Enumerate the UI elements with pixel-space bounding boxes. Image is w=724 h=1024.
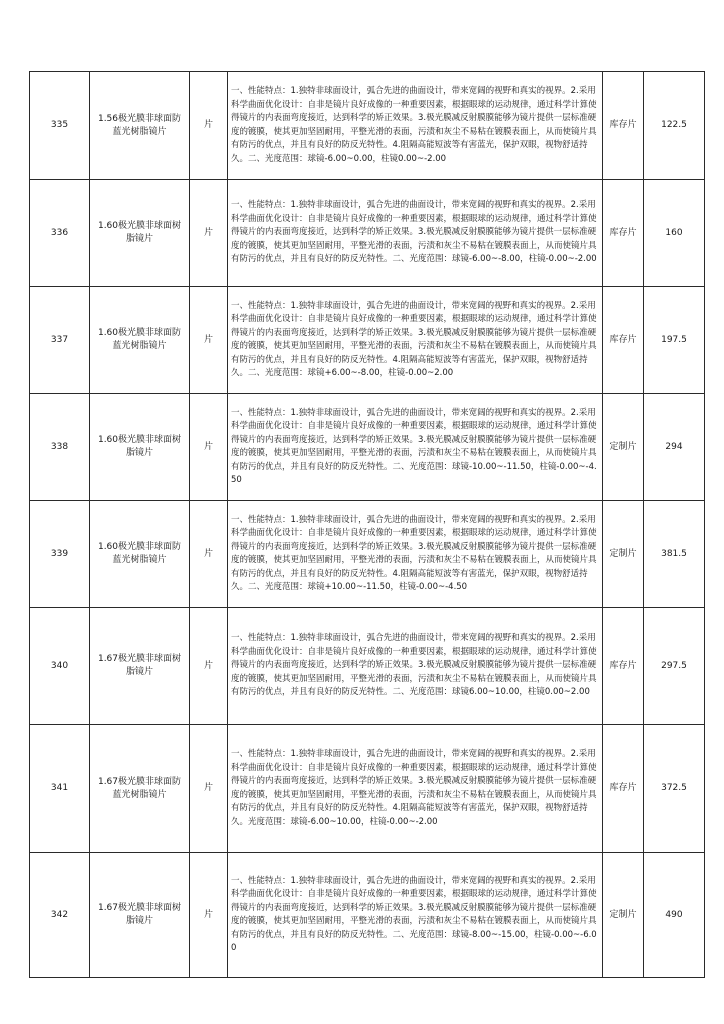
table-row	[30, 853, 705, 978]
stock-status: 库存片	[603, 72, 644, 180]
unit-price: 490	[644, 853, 705, 978]
product-description: 一、性能特点：1.独特非球面设计，弧合先进的曲面设计，带来宽阔的视野和真实的视界。2.采用科学曲面优化设计：自非是镜片良好成像的一种重要因素，根据眼球的运动规律，通过科学计算使得镜片的内表面弯度接近，达到科学的矫正效果。3.极光膜减反射膜膜能够为镜片提供一层标准硬度的镀膜，使其更加坚固耐用，平整光滑的表面，污渍和灰尘不易粘在镀膜表面上，从而使镜片具有防污的优点，并且有良好的防反光特性。二、光度范围：球镜6.00~10.00，柱镜0.00~2.00	[228, 608, 603, 725]
table-row	[30, 725, 705, 853]
table-row	[30, 608, 705, 725]
unit: 片	[190, 394, 228, 501]
row-number: 340	[30, 608, 90, 725]
lens-price-table	[29, 71, 705, 978]
row-number: 337	[30, 287, 90, 394]
product-description: 一、性能特点：1.独特非球面设计，弧合先进的曲面设计，带来宽阔的视野和真实的视界。2.采用科学曲面优化设计：自非是镜片良好成像的一种重要因素，根据眼球的运动规律，通过科学计算使得镜片的内表面弯度接近，达到科学的矫正效果。3.极光膜减反射膜膜能够为镜片提供一层标准硬度的镀膜，使其更加坚固耐用，平整光滑的表面，污渍和灰尘不易粘在镀膜表面上，从而使镜片具有防污的优点，并且有良好的防反光特性。二、光度范围：球镜-8.00~-15.00，柱镜-0.00~-6.00	[228, 853, 603, 978]
unit-price: 122.5	[644, 72, 705, 180]
table-row	[30, 72, 705, 180]
stock-status: 库存片	[603, 180, 644, 287]
unit-price: 372.5	[644, 725, 705, 853]
unit: 片	[190, 180, 228, 287]
unit-price: 160	[644, 180, 705, 287]
unit: 片	[190, 608, 228, 725]
product-description: 一、性能特点：1.独特非球面设计，弧合先进的曲面设计，带来宽阔的视野和真实的视界。2.采用科学曲面优化设计：自非是镜片良好成像的一种重要因素，根据眼球的运动规律，通过科学计算使得镜片的内表面弯度接近，达到科学的矫正效果。3.极光膜减反射膜膜能够为镜片提供一层标准硬度的镀膜，使其更加坚固耐用，平整光滑的表面，污渍和灰尘不易粘在镀膜表面上，从而使镜片具有防污的优点，并且有良好的防反光特性。4.阻隔高能短波等有害蓝光，保护双眼，视物舒适持久。光度范围：球镜-6.00~10.00，柱镜-0.00~-2.00	[228, 725, 603, 853]
unit-price: 297.5	[644, 608, 705, 725]
table-row	[30, 394, 705, 501]
row-number: 335	[30, 72, 90, 180]
product-name: 1.60极光膜非球面树脂镜片	[90, 394, 190, 501]
product-name: 1.60极光膜非球面防蓝光树脂镜片	[90, 501, 190, 608]
product-name: 1.67极光膜非球面防蓝光树脂镜片	[90, 725, 190, 853]
product-name: 1.67极光膜非球面树脂镜片	[90, 853, 190, 978]
product-name: 1.60极光膜非球面树脂镜片	[90, 180, 190, 287]
unit: 片	[190, 287, 228, 394]
unit: 片	[190, 725, 228, 853]
unit-price: 294	[644, 394, 705, 501]
row-number: 342	[30, 853, 90, 978]
stock-status: 定制片	[603, 501, 644, 608]
unit-price: 381.5	[644, 501, 705, 608]
table-row	[30, 287, 705, 394]
product-description: 一、性能特点：1.独特非球面设计，弧合先进的曲面设计，带来宽阔的视野和真实的视界。2.采用科学曲面优化设计：自非是镜片良好成像的一种重要因素，根据眼球的运动规律，通过科学计算使得镜片的内表面弯度接近，达到科学的矫正效果。3.极光膜减反射膜膜能够为镜片提供一层标准硬度的镀膜，使其更加坚固耐用，平整光滑的表面，污渍和灰尘不易粘在镀膜表面上，从而使镜片具有防污的优点，并且有良好的防反光特性。4.阻隔高能短波等有害蓝光，保护双眼，视物舒适持久。二、光度范围：球镜+6.00~-8.00，柱镜-0.00~2.00	[228, 287, 603, 394]
stock-status: 库存片	[603, 608, 644, 725]
product-description: 一、性能特点：1.独特非球面设计，弧合先进的曲面设计，带来宽阔的视野和真实的视界。2.采用科学曲面优化设计：自非是镜片良好成像的一种重要因素，根据眼球的运动规律，通过科学计算使得镜片的内表面弯度接近，达到科学的矫正效果。3.极光膜减反射膜膜能够为镜片提供一层标准硬度的镀膜，使其更加坚固耐用，平整光滑的表面，污渍和灰尘不易粘在镀膜表面上，从而使镜片具有防污的优点，并且有良好的防反光特性。二、光度范围：球镜-10.00~-11.50，柱镜-0.00~-4.50	[228, 394, 603, 501]
unit: 片	[190, 501, 228, 608]
table-row	[30, 501, 705, 608]
unit: 片	[190, 853, 228, 978]
stock-status: 库存片	[603, 287, 644, 394]
product-description: 一、性能特点：1.独特非球面设计，弧合先进的曲面设计，带来宽阔的视野和真实的视界。2.采用科学曲面优化设计：自非是镜片良好成像的一种重要因素，根据眼球的运动规律，通过科学计算使得镜片的内表面弯度接近，达到科学的矫正效果。3.极光膜减反射膜膜能够为镜片提供一层标准硬度的镀膜，使其更加坚固耐用，平整光滑的表面，污渍和灰尘不易粘在镀膜表面上，从而使镜片具有防污的优点，并且有良好的防反光特性。4.阻隔高能短波等有害蓝光，保护双眼，视物舒适持久。二、光度范围：球镜-6.00~0.00，柱镜0.00~-2.00	[228, 72, 603, 180]
product-description: 一、性能特点：1.独特非球面设计，弧合先进的曲面设计，带来宽阔的视野和真实的视界。2.采用科学曲面优化设计：自非是镜片良好成像的一种重要因素，根据眼球的运动规律，通过科学计算使得镜片的内表面弯度接近，达到科学的矫正效果。3.极光膜减反射膜膜能够为镜片提供一层标准硬度的镀膜，使其更加坚固耐用，平整光滑的表面，污渍和灰尘不易粘在镀膜表面上，从而使镜片具有防污的优点，并且有良好的防反光特性。二、光度范围：球镜-6.00~-8.00，柱镜-0.00~-2.00	[228, 180, 603, 287]
stock-status: 库存片	[603, 725, 644, 853]
product-name: 1.60极光膜非球面防蓝光树脂镜片	[90, 287, 190, 394]
stock-status: 定制片	[603, 394, 644, 501]
unit-price: 197.5	[644, 287, 705, 394]
table-row	[30, 180, 705, 287]
row-number: 339	[30, 501, 90, 608]
product-name: 1.56极光膜非球面防蓝光树脂镜片	[90, 72, 190, 180]
price-list-sheet	[29, 71, 704, 978]
product-description: 一、性能特点：1.独特非球面设计，弧合先进的曲面设计，带来宽阔的视野和真实的视界。2.采用科学曲面优化设计：自非是镜片良好成像的一种重要因素，根据眼球的运动规律，通过科学计算使得镜片的内表面弯度接近，达到科学的矫正效果。3.极光膜减反射膜膜能够为镜片提供一层标准硬度的镀膜，使其更加坚固耐用，平整光滑的表面，污渍和灰尘不易粘在镀膜表面上，从而使镜片具有防污的优点，并且有良好的防反光特性。4.阻隔高能短波等有害蓝光，保护双眼，视物舒适持久。二、光度范围：球镜+10.00~-11.50，柱镜-0.00~-4.50	[228, 501, 603, 608]
product-name: 1.67极光膜非球面树脂镜片	[90, 608, 190, 725]
unit: 片	[190, 72, 228, 180]
row-number: 341	[30, 725, 90, 853]
row-number: 336	[30, 180, 90, 287]
stock-status: 定制片	[603, 853, 644, 978]
row-number: 338	[30, 394, 90, 501]
